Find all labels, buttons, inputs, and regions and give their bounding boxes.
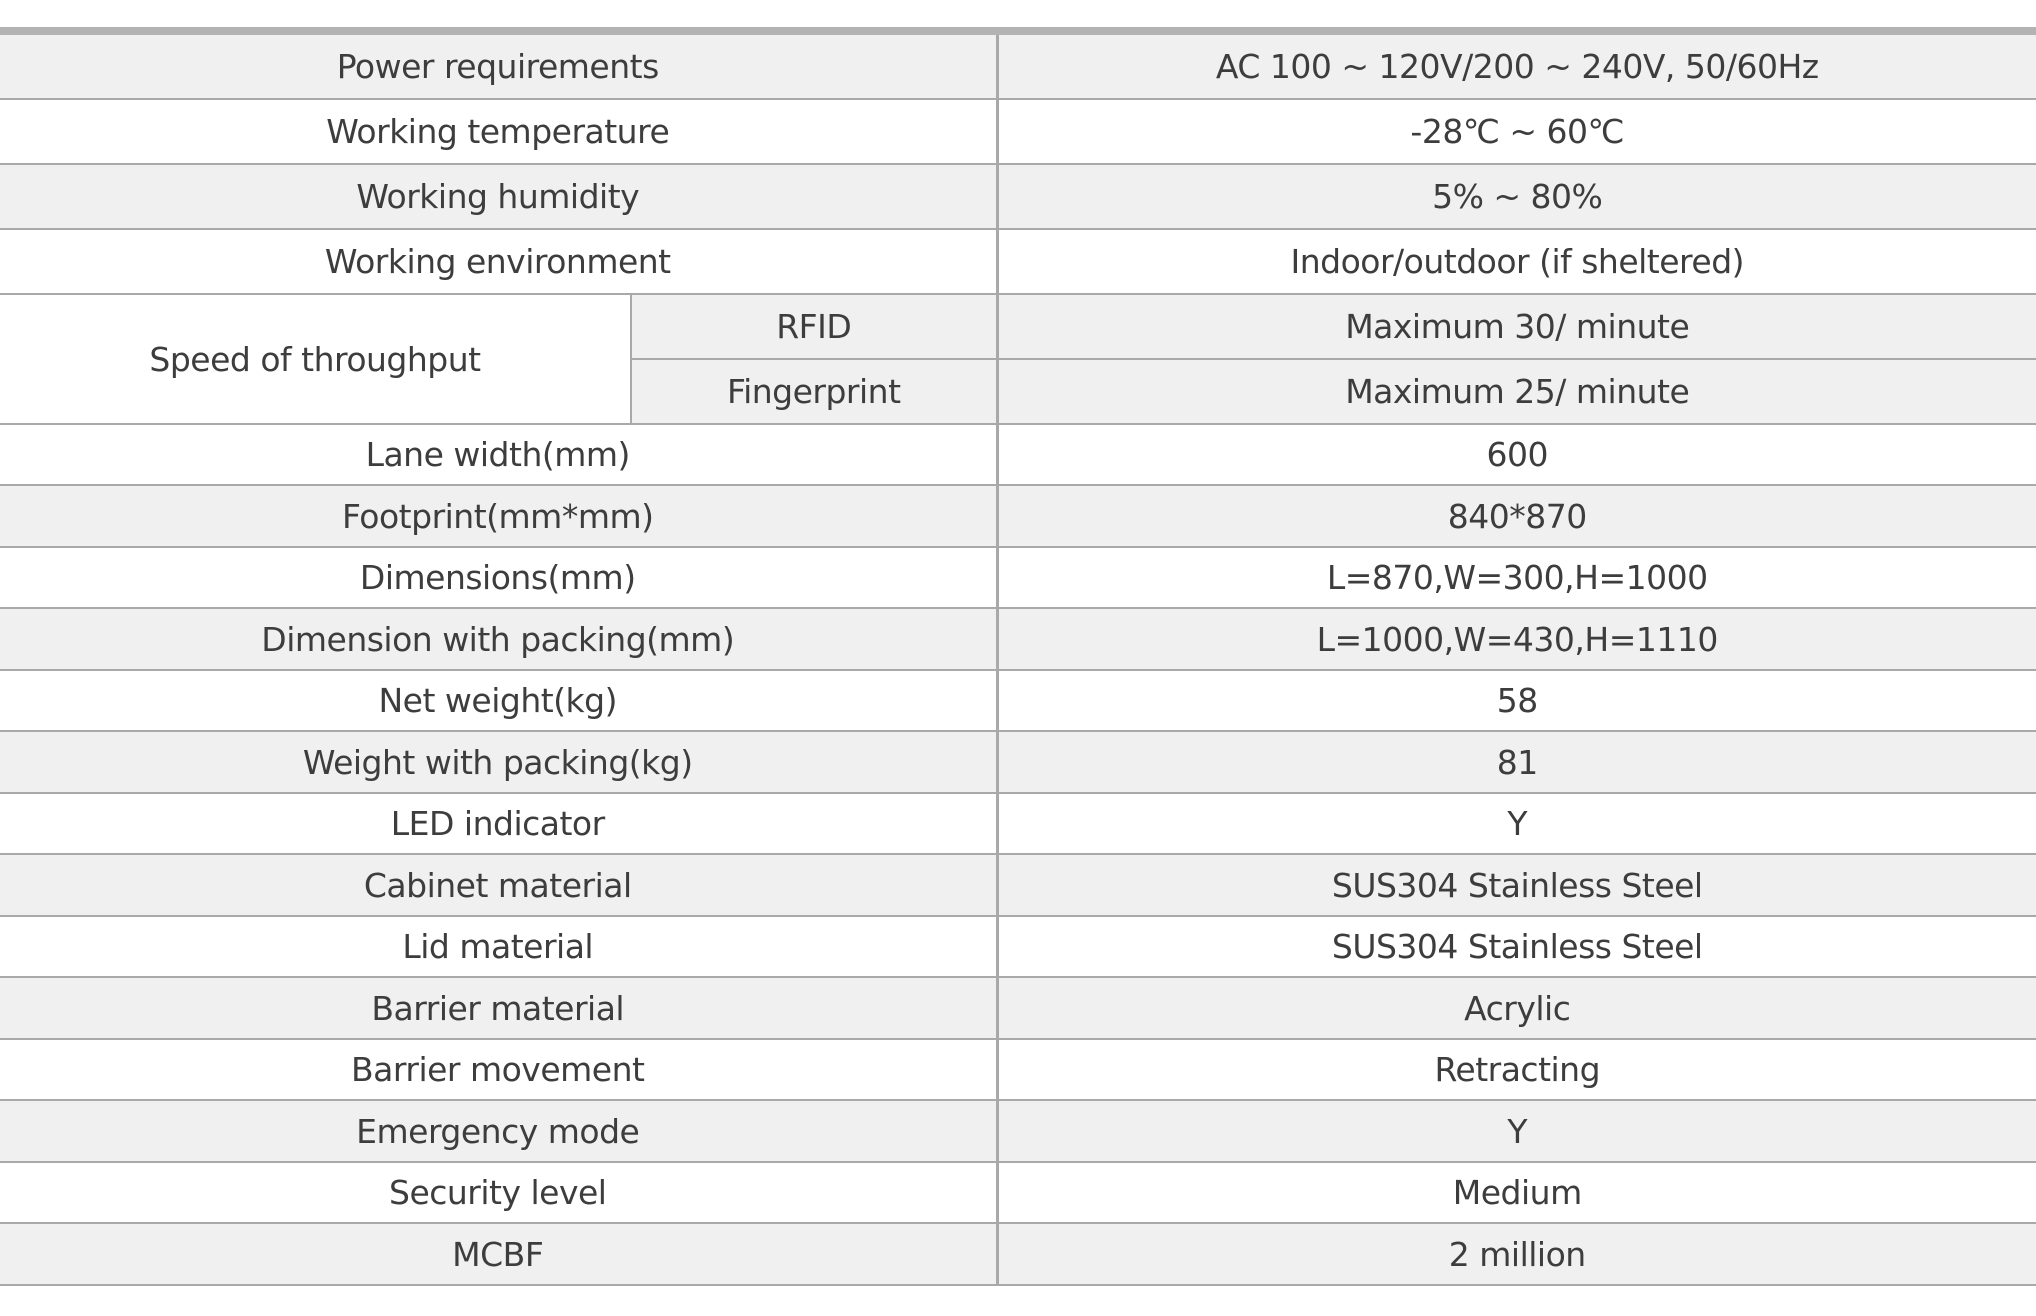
spec-value: 840*870 (997, 485, 2036, 547)
spec-label: Emergency mode (0, 1100, 997, 1162)
spec-row (0, 608, 2036, 670)
spec-label: Working environment (0, 229, 997, 294)
spec-sublabel: Fingerprint (631, 359, 997, 424)
spec-value: 600 (997, 424, 2036, 485)
spec-label: Dimension with packing(mm) (0, 608, 997, 670)
spec-value: -28℃ ~ 60℃ (997, 99, 2036, 164)
spec-label: Dimensions(mm) (0, 547, 997, 608)
spec-label: Working temperature (0, 99, 997, 164)
spec-value: L=870,W=300,H=1000 (997, 547, 2036, 608)
top-rule (0, 27, 2036, 35)
spec-label: Lane width(mm) (0, 424, 997, 485)
spec-value: 58 (997, 670, 2036, 731)
spec-value: AC 100 ~ 120V/200 ~ 240V, 50/60Hz (997, 35, 2036, 99)
spec-value: Acrylic (997, 977, 2036, 1039)
spec-row (0, 977, 2036, 1039)
spec-label: Barrier movement (0, 1039, 997, 1100)
spec-value: Medium (997, 1162, 2036, 1223)
spec-row (0, 294, 2036, 359)
spec-label: Lid material (0, 916, 997, 977)
spec-label: Weight with packing(kg) (0, 731, 997, 793)
spec-label: LED indicator (0, 793, 997, 854)
spec-row (0, 229, 2036, 294)
spec-label: MCBF (0, 1223, 997, 1285)
spec-row (0, 731, 2036, 793)
spec-row (0, 424, 2036, 485)
spec-sublabel: RFID (631, 294, 997, 359)
spec-value: 2 million (997, 1223, 2036, 1285)
spec-value: Maximum 25/ minute (997, 359, 2036, 424)
spec-row (0, 164, 2036, 229)
spec-value: Y (997, 1100, 2036, 1162)
spec-value: 5% ~ 80% (997, 164, 2036, 229)
spec-row (0, 35, 2036, 99)
spec-table (0, 35, 2036, 1286)
spec-row (0, 793, 2036, 854)
spec-row (0, 1039, 2036, 1100)
spec-row (0, 854, 2036, 916)
spec-label: Cabinet material (0, 854, 997, 916)
spec-value: Indoor/outdoor (if sheltered) (997, 229, 2036, 294)
spec-value: 81 (997, 731, 2036, 793)
spec-row (0, 1223, 2036, 1285)
spec-label-merged: Speed of throughput (0, 294, 631, 424)
spec-label: Security level (0, 1162, 997, 1223)
spec-row (0, 547, 2036, 608)
spec-label: Net weight(kg) (0, 670, 997, 731)
spec-value: L=1000,W=430,H=1110 (997, 608, 2036, 670)
spec-row (0, 99, 2036, 164)
spec-value: Y (997, 793, 2036, 854)
spec-row (0, 485, 2036, 547)
spec-value: Maximum 30/ minute (997, 294, 2036, 359)
spec-row (0, 1162, 2036, 1223)
spec-row (0, 916, 2036, 977)
spec-value: Retracting (997, 1039, 2036, 1100)
spec-row (0, 670, 2036, 731)
spec-label: Power requirements (0, 35, 997, 99)
spec-value: SUS304 Stainless Steel (997, 854, 2036, 916)
spec-value: SUS304 Stainless Steel (997, 916, 2036, 977)
spec-row (0, 1100, 2036, 1162)
spec-label: Footprint(mm*mm) (0, 485, 997, 547)
spec-label: Barrier material (0, 977, 997, 1039)
spec-label: Working humidity (0, 164, 997, 229)
